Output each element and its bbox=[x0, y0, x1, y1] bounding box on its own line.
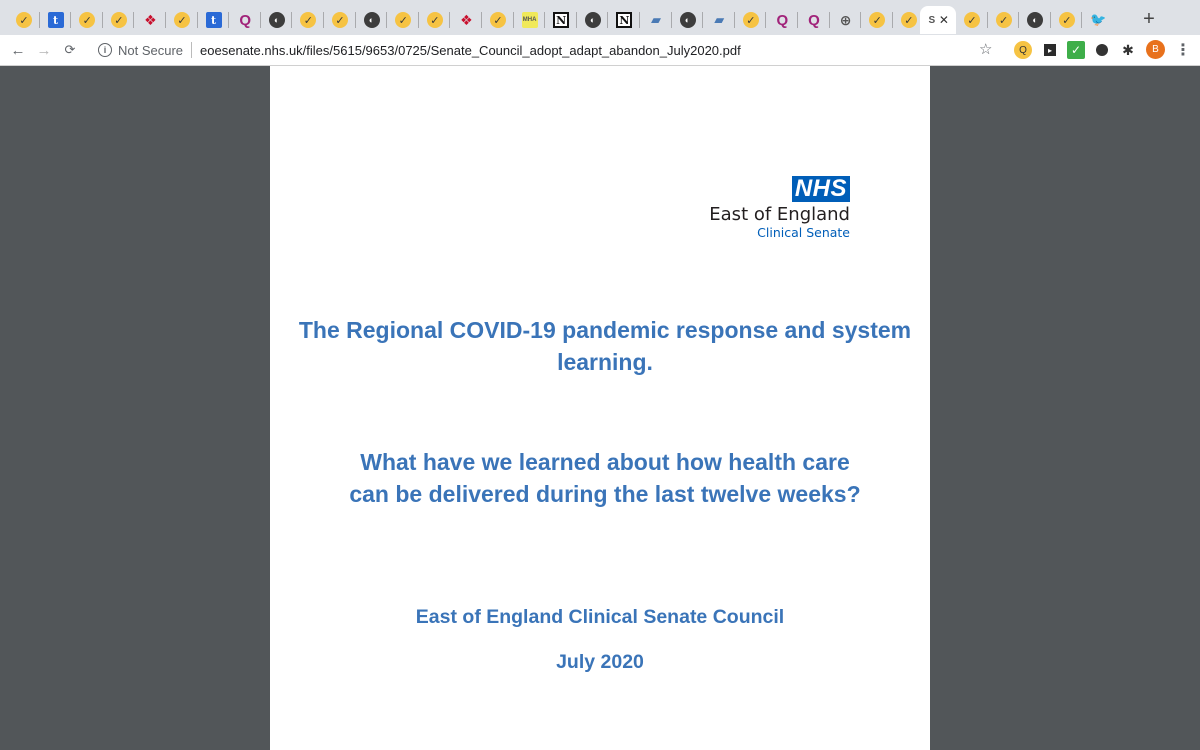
green-check-extension-icon[interactable]: ✓ bbox=[1067, 41, 1085, 59]
tab[interactable] bbox=[798, 6, 830, 34]
quora-icon: Q bbox=[239, 11, 252, 29]
check-icon: ✓ bbox=[300, 12, 316, 28]
tab[interactable] bbox=[166, 6, 198, 34]
extensions-puzzle-icon[interactable]: ✱ bbox=[1122, 41, 1134, 58]
document-date: July 2020 bbox=[556, 651, 644, 673]
nhs-logo-box: NHS bbox=[792, 176, 850, 202]
tab[interactable] bbox=[198, 6, 230, 34]
check-icon: ✓ bbox=[79, 12, 95, 28]
book-icon: ▰ bbox=[651, 12, 661, 27]
reload-icon: ⟳ bbox=[64, 42, 76, 57]
tab[interactable] bbox=[766, 6, 798, 34]
document-subtitle: What have we learned about how health care can be delivered during the last twelve weeks? bbox=[349, 449, 861, 507]
address-bar[interactable] bbox=[88, 39, 1003, 61]
globe-icon: ◐ bbox=[585, 12, 601, 28]
globe-icon: ◐ bbox=[269, 12, 285, 28]
tab-strip bbox=[0, 0, 1200, 35]
check-icon: ✓ bbox=[174, 12, 190, 28]
tab[interactable] bbox=[514, 6, 546, 34]
check-icon: ✓ bbox=[332, 12, 348, 28]
org-subtitle: Clinical Senate bbox=[757, 225, 850, 240]
check-icon: ✓ bbox=[743, 12, 759, 28]
org-name: East of England bbox=[709, 204, 850, 225]
tab[interactable] bbox=[545, 6, 577, 34]
quora-icon: Q bbox=[808, 11, 820, 29]
document-council: East of England Clinical Senate Council bbox=[415, 606, 785, 628]
check-icon: ✓ bbox=[490, 12, 506, 28]
quora-icon: Q bbox=[776, 11, 789, 29]
new-tab-button[interactable]: + bbox=[1143, 7, 1155, 30]
tab[interactable] bbox=[703, 6, 735, 34]
check-icon: ✓ bbox=[111, 12, 127, 28]
natwest-icon: ❖ bbox=[144, 11, 157, 28]
check-icon: ✓ bbox=[16, 12, 32, 28]
check-icon: ✓ bbox=[964, 12, 980, 28]
check-icon: ✓ bbox=[427, 12, 443, 28]
globe-icon: ◐ bbox=[1027, 12, 1043, 28]
natwest-icon: ❖ bbox=[460, 11, 473, 28]
dark-extension-icon[interactable]: ▸ bbox=[1044, 44, 1056, 56]
tab[interactable] bbox=[608, 6, 640, 34]
search-extension-icon[interactable]: Q bbox=[1014, 41, 1032, 59]
tab[interactable] bbox=[387, 6, 419, 34]
forward-button[interactable]: → bbox=[36, 41, 52, 59]
info-icon[interactable]: i bbox=[98, 43, 112, 57]
tab[interactable] bbox=[861, 6, 893, 34]
tab[interactable] bbox=[672, 6, 704, 34]
tab[interactable] bbox=[8, 6, 40, 34]
tab-active[interactable] bbox=[920, 6, 956, 34]
tumblr-icon: t bbox=[48, 12, 64, 28]
security-status[interactable]: Not Secure bbox=[118, 42, 184, 58]
check-icon: ✓ bbox=[869, 12, 885, 28]
twitter-icon: 🐦 bbox=[1090, 12, 1107, 27]
tab[interactable] bbox=[482, 6, 514, 34]
bookmark-star-icon[interactable]: ☆ bbox=[979, 41, 993, 58]
globe-icon: ◐ bbox=[680, 12, 696, 28]
mha-icon: MHA bbox=[522, 12, 538, 28]
tab[interactable] bbox=[1019, 6, 1051, 34]
circle-extension-icon[interactable] bbox=[1096, 44, 1108, 56]
document-title: The Regional COVID-19 pandemic response and system learning. bbox=[298, 317, 912, 375]
book-icon: ▰ bbox=[714, 12, 725, 27]
tab[interactable] bbox=[292, 6, 324, 34]
tab[interactable] bbox=[450, 6, 482, 34]
tab[interactable] bbox=[40, 6, 72, 34]
active-tab-icon: S bbox=[928, 14, 936, 26]
tab[interactable] bbox=[640, 6, 672, 34]
check-icon: ✓ bbox=[901, 12, 917, 28]
pdf-page bbox=[270, 66, 930, 750]
tab-close-icon[interactable]: ✕ bbox=[938, 13, 949, 27]
browser-menu-icon[interactable]: ⋮ bbox=[1175, 42, 1191, 59]
pdf-viewer[interactable] bbox=[0, 66, 1200, 750]
tab[interactable] bbox=[356, 6, 388, 34]
profile-avatar[interactable]: B bbox=[1146, 40, 1165, 59]
back-button[interactable]: ← bbox=[10, 41, 26, 59]
globe-icon: ◐ bbox=[364, 12, 380, 28]
reload-button[interactable] bbox=[60, 40, 80, 60]
tab[interactable] bbox=[261, 6, 293, 34]
nhs-logo bbox=[709, 176, 850, 240]
tab[interactable] bbox=[324, 6, 356, 34]
check-icon: ✓ bbox=[1059, 12, 1075, 28]
tab[interactable] bbox=[956, 6, 988, 34]
tab[interactable] bbox=[735, 6, 767, 34]
notion-icon: N bbox=[616, 12, 632, 28]
tab[interactable] bbox=[1082, 6, 1114, 34]
tab[interactable] bbox=[229, 6, 261, 34]
omnibox-divider bbox=[191, 42, 192, 58]
tab[interactable] bbox=[830, 6, 862, 34]
plus-circle-icon: ⊕ bbox=[839, 11, 852, 28]
check-icon: ✓ bbox=[395, 12, 411, 28]
tab[interactable] bbox=[419, 6, 451, 34]
tumblr-icon: t bbox=[206, 12, 222, 28]
tab[interactable] bbox=[1051, 6, 1083, 34]
tab[interactable] bbox=[577, 6, 609, 34]
check-icon: ✓ bbox=[996, 12, 1012, 28]
tab[interactable] bbox=[103, 6, 135, 34]
tab[interactable] bbox=[134, 6, 166, 34]
tab[interactable] bbox=[988, 6, 1020, 34]
tab[interactable] bbox=[71, 6, 103, 34]
browser-toolbar bbox=[0, 35, 1200, 66]
notion-icon: N bbox=[553, 12, 569, 28]
url-text[interactable]: eoesenate.nhs.uk/files/5615/9653/0725/Senate_Council_adopt_adapt_abandon_July2020.pdf bbox=[200, 42, 741, 58]
